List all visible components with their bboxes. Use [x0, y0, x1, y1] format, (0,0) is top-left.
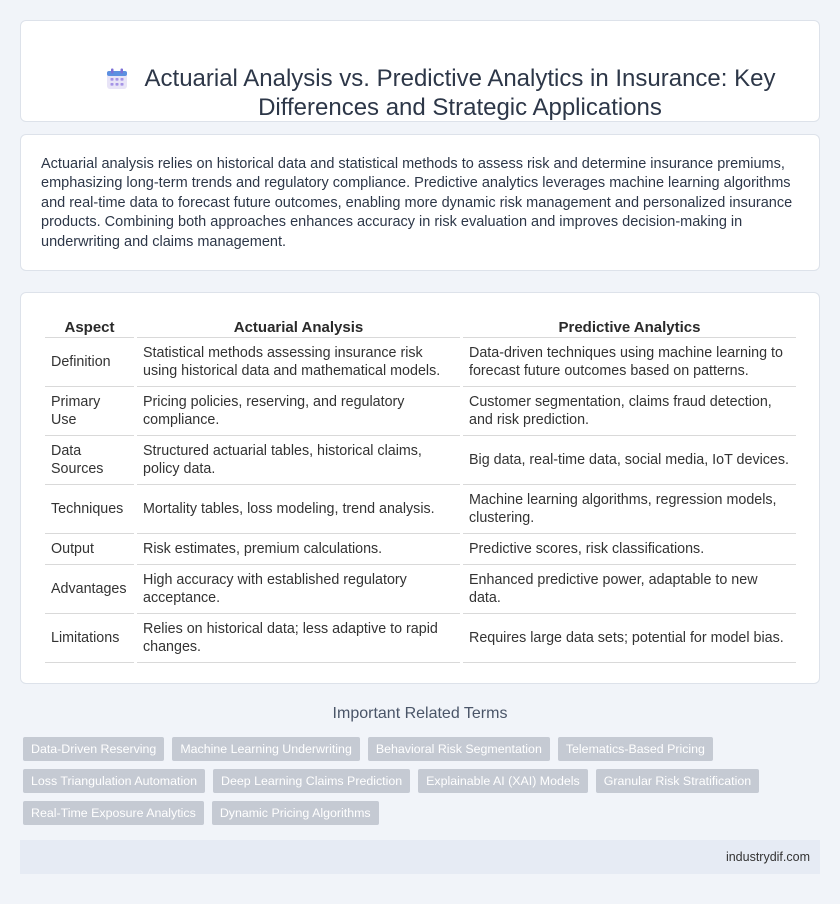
row-predictive: Machine learning algorithms, regression models, clustering.: [463, 485, 796, 534]
row-predictive: Big data, real-time data, social media, IoT devices.: [463, 436, 796, 485]
row-aspect: Output: [45, 534, 134, 565]
row-predictive: Predictive scores, risk classifications.: [463, 534, 796, 565]
tag-link[interactable]: Deep Learning Claims Prediction: [213, 769, 410, 793]
header-aspect: Aspect: [45, 316, 134, 338]
comparison-table-card: [20, 292, 820, 684]
row-predictive: Data-driven techniques using machine learning to forecast future outcomes based on patterns.: [463, 338, 796, 387]
intro-paragraph: Actuarial analysis relies on historical data and statistical methods to assess risk and determine insurance premiums, emphasizing long-term trends and regulatory compliance. Predictive analytics leverages machine learning algorithms and real-time data to forecast future outcomes, enabling more dynamic risk management and personalized insurance products. Combining both approaches enhances accuracy in risk evaluation and improves decision-making in underwriting and claims management.: [41, 156, 793, 250]
tag-row: [23, 801, 783, 825]
table-row: [45, 387, 796, 436]
tag-row: [23, 737, 783, 761]
tag-link[interactable]: Granular Risk Stratification: [596, 769, 759, 793]
tag-link[interactable]: Real-Time Exposure Analytics: [23, 801, 204, 825]
table-row: [45, 338, 796, 387]
row-actuarial: Relies on historical data; less adaptive to rapid changes.: [137, 614, 460, 663]
comparison-table: [42, 316, 799, 663]
row-aspect: Definition: [45, 338, 134, 387]
row-actuarial: Risk estimates, premium calculations.: [137, 534, 460, 565]
row-actuarial: Statistical methods assessing insurance risk using historical data and mathematical models.: [137, 338, 460, 387]
header-predictive: Predictive Analytics: [463, 316, 796, 338]
row-aspect: Techniques: [45, 485, 134, 534]
title-card: [20, 20, 820, 122]
tag-link[interactable]: Dynamic Pricing Algorithms: [212, 801, 379, 825]
tag-link[interactable]: Loss Triangulation Automation: [23, 769, 205, 793]
tag-link[interactable]: Explainable AI (XAI) Models: [418, 769, 588, 793]
row-predictive: Enhanced predictive power, adaptable to new data.: [463, 565, 796, 614]
tag-link[interactable]: Machine Learning Underwriting: [172, 737, 360, 761]
row-aspect: Data Sources: [45, 436, 134, 485]
row-actuarial: Structured actuarial tables, historical claims, policy data.: [137, 436, 460, 485]
footer: [20, 840, 820, 874]
table-header-row: [45, 316, 796, 338]
table-row: [45, 565, 796, 614]
footer-site-link[interactable]: industrydif.com: [725, 850, 810, 864]
header-actuarial: Actuarial Analysis: [137, 316, 460, 338]
row-aspect: Limitations: [45, 614, 134, 663]
page-title: Actuarial Analysis vs. Predictive Analytics in Insurance: Key Differences and Strategic Applications: [144, 65, 776, 121]
row-predictive: Requires large data sets; potential for model bias.: [463, 614, 796, 663]
row-aspect: Advantages: [45, 565, 134, 614]
tag-link[interactable]: Behavioral Risk Segmentation: [368, 737, 550, 761]
row-aspect: Primary Use: [45, 387, 134, 436]
tag-row: [23, 769, 783, 793]
tag-link[interactable]: Data-Driven Reserving: [23, 737, 164, 761]
table-row: [45, 436, 796, 485]
table-row: [45, 534, 796, 565]
related-terms-tags: [23, 737, 783, 833]
row-actuarial: High accuracy with established regulatory acceptance.: [137, 565, 460, 614]
calendar-icon: [106, 68, 128, 90]
related-terms-title: Important Related Terms: [332, 705, 508, 722]
intro-card: [20, 134, 820, 271]
table-row: [45, 485, 796, 534]
row-actuarial: Mortality tables, loss modeling, trend analysis.: [137, 485, 460, 534]
row-predictive: Customer segmentation, claims fraud detection, and risk prediction.: [463, 387, 796, 436]
table-row: [45, 614, 796, 663]
tag-link[interactable]: Telematics-Based Pricing: [558, 737, 713, 761]
row-actuarial: Pricing policies, reserving, and regulatory compliance.: [137, 387, 460, 436]
